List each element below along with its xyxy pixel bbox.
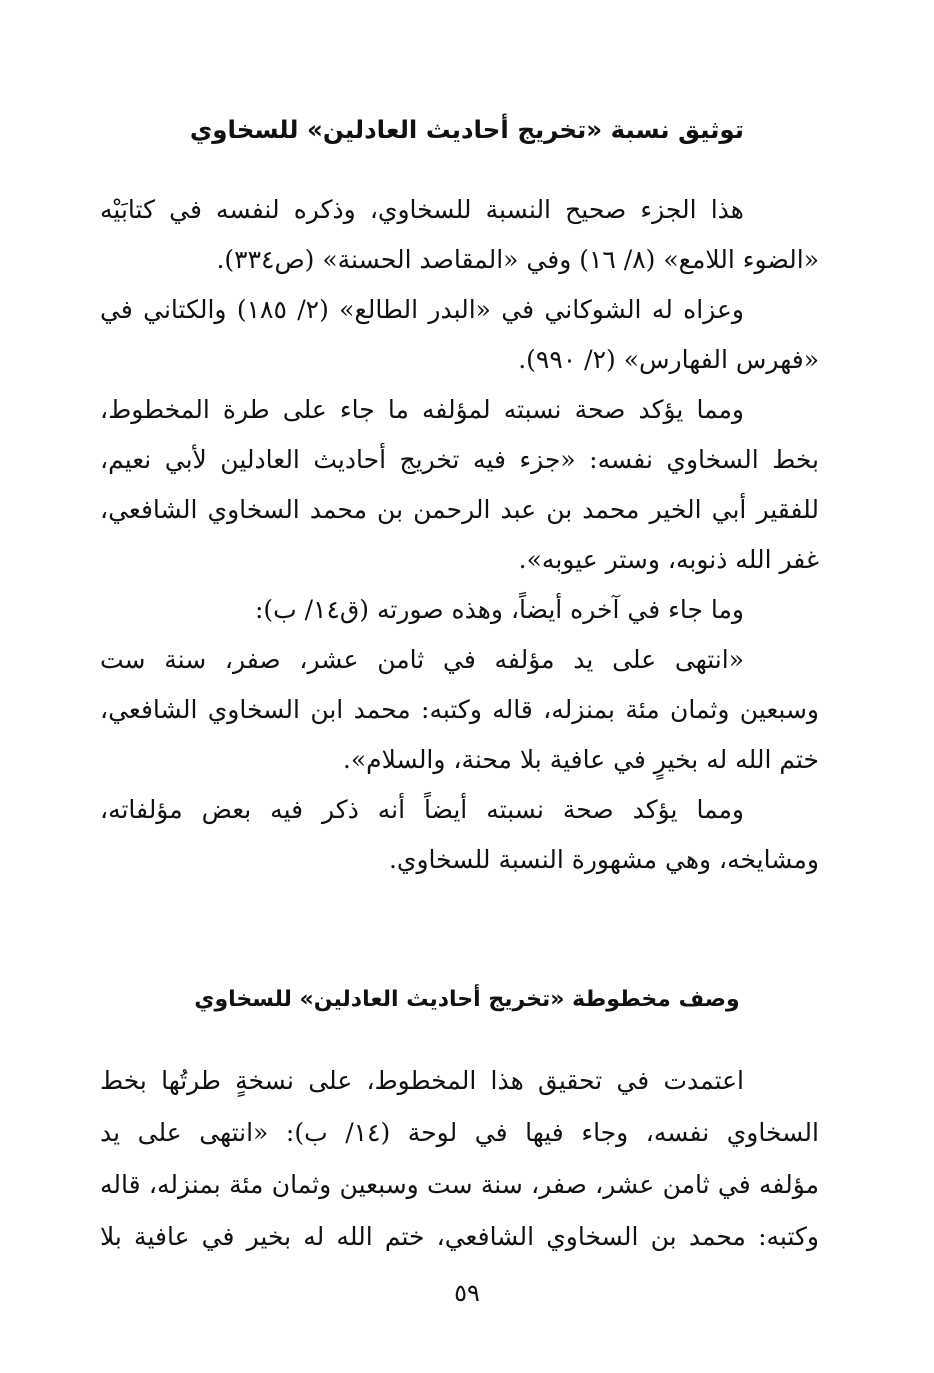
text-line: وكتبه: محمد بن السخاوي الشافعي، ختم الله له بخير في عافية بلا: [100, 1222, 819, 1251]
text-line: غفر الله ذنوبه، وستر عيوبه».: [518, 545, 819, 574]
text-line: بخط السخاوي نفسه: «جزء فيه تخريج أحاديث العادلين لأبي نعيم،: [100, 445, 819, 474]
text-line: مؤلفه في ثامن عشر، صفر، سنة ست وسبعين وثمان مئة بمنزله، قاله: [100, 1170, 819, 1199]
text-line: اعتمدت في تحقيق هذا المخطوط، على نسخةٍ طرتُها بخط: [100, 1066, 744, 1095]
text-line: «انتهى على يد مؤلفه في ثامن عشر، صفر، سنة ست: [100, 645, 744, 674]
text-line: وسبعين وثمان مئة بمنزله، قاله وكتبه: محمد ابن السخاوي الشافعي،: [100, 695, 819, 724]
page-number: ٥٩: [454, 1279, 480, 1307]
text-line: السخاوي نفسه، وجاء فيها في لوحة (١٤/ ب): «انتهى على يد: [100, 1118, 819, 1147]
section-heading-manuscript: وصف مخطوطة «تخريج أحاديث العادلين» للسخاوي: [194, 987, 740, 1013]
text-line: للفقير أبي الخير محمد بن عبد الرحمن بن محمد السخاوي الشافعي،: [100, 495, 819, 524]
text-line: «فهرس الفهارس» (٢/ ٩٩٠).: [518, 345, 819, 374]
text-line: ومما يؤكد صحة نسبته لمؤلفه ما جاء على طرة المخطوط،: [100, 395, 744, 424]
section-body-attribution: [100, 185, 819, 885]
text-line: وما جاء في آخره أيضاً، وهذه صورته (ق١٤/ ب):: [254, 595, 744, 624]
text-line: وعزاه له الشوكاني في «البدر الطالع» (٢/ ١٨٥) والكتاني في: [100, 295, 744, 324]
section-heading-attribution: توثيق نسبة «تخريج أحاديث العادلين» للسخاوي: [189, 115, 744, 145]
section-body-manuscript: [100, 1055, 819, 1263]
text-line: هذا الجزء صحيح النسبة للسخاوي، وذكره لنفسه في كتابَيْه: [100, 195, 744, 224]
text-line: ومما يؤكد صحة نسبته أيضاً أنه ذكر فيه بعض مؤلفاته،: [100, 795, 744, 824]
text-line: ختم الله له بخيرٍ في عافية بلا محنة، والسلام».: [342, 745, 819, 774]
text-line: ومشايخه، وهي مشهورة النسبة للسخاوي.: [388, 845, 819, 874]
text-line: «الضوء اللامع» (٨/ ١٦) وفي «المقاصد الحسنة» (ص٣٣٤).: [216, 245, 819, 274]
